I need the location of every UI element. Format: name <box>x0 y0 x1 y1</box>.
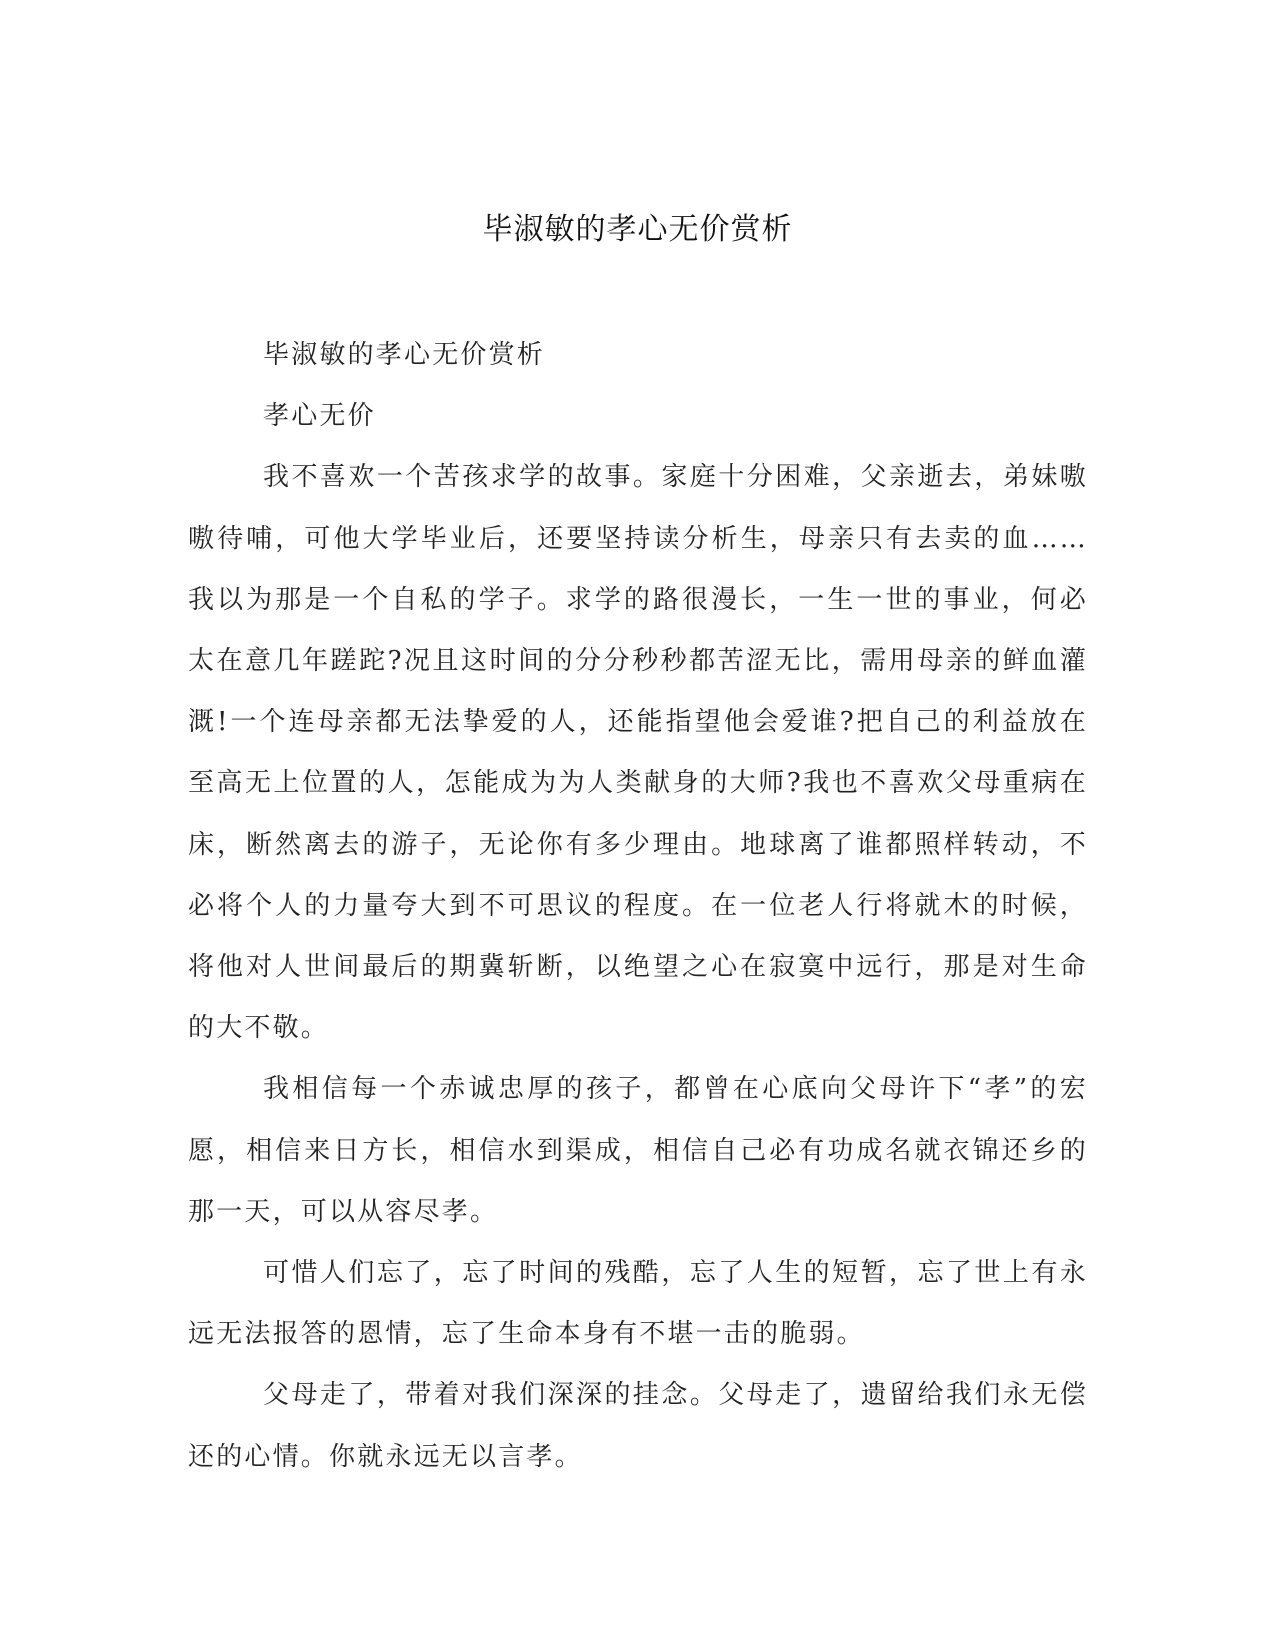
document-title: 毕淑敏的孝心无价赏析 <box>482 212 793 247</box>
document-body <box>188 325 1088 1488</box>
paragraph-3: 可惜人们忘了，忘了时间的残酷，忘了人生的短暂，忘了世上有永远无法报答的恩情，忘了生命本身有不堪一击的脆弱。 <box>188 1258 1088 1350</box>
paragraph-4: 父母走了，带着对我们深深的挂念。父母走了，遗留给我们永无偿还的心情。你就永远无以言孝。 <box>188 1380 1088 1472</box>
paragraph-2: 我相信每一个赤诚忠厚的孩子，都曾在心底向父母许下“孝”的宏愿，相信来日方长，相信水到渠成，相信自己必有功成名就衣锦还乡的那一天，可以从容尽孝。 <box>188 1074 1088 1227</box>
paragraph-1: 我不喜欢一个苦孩求学的故事。家庭十分困难，父亲逝去，弟妹嗷嗷待哺，可他大学毕业后，还要坚持读分析生，母亲只有去卖的血……我以为那是一个自私的学子。求学的路很漫长，一生一世的事业，何必太在意几年蹉跎?况且这时间的分分秒秒都苦涩无比，需用母亲的鲜血灌溉!一个连母亲都无法挚爱的人，还能指望他会爱谁?把自己的利益放在至高无上位置的人，怎能成为为人类献身的大师?我也不喜欢父母重病在床，断然离去的游子，无论你有多少理由。地球离了谁都照样转动，不必将个人的力量夸大到不可思议的程度。在一位老人行将就木的时候，将他对人世间最后的期冀斩断，以绝望之心在寂寞中远行，那是对生命的大不敬。 <box>188 462 1088 1044</box>
subtitle-line: 毕淑敏的孝心无价赏析 <box>263 340 546 370</box>
essay-title-line: 孝心无价 <box>263 401 376 432</box>
